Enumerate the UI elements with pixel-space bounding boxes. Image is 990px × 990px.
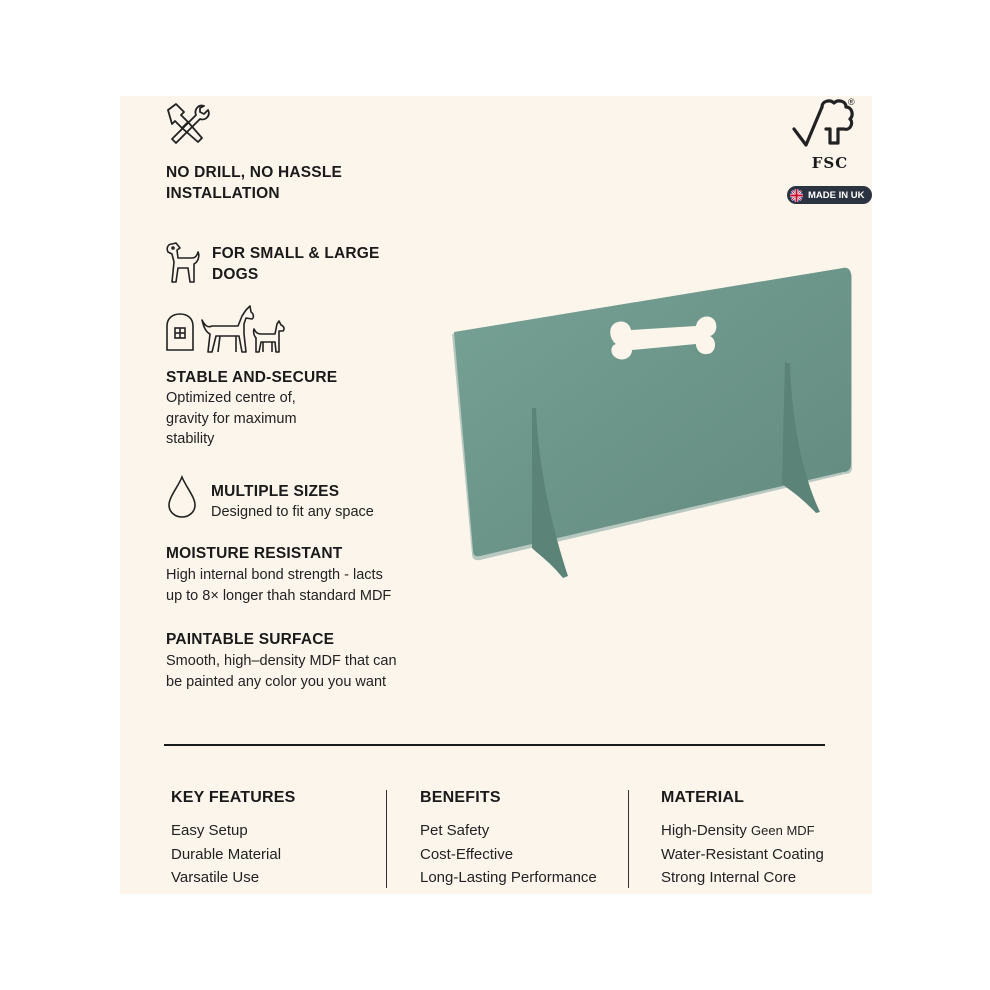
made-in-uk-badge: [787, 186, 872, 204]
water-drop-icon: [166, 475, 198, 519]
column-separator: [628, 790, 629, 888]
uk-flag-icon: [790, 189, 803, 202]
sizes-title: MULTIPLE SIZES: [211, 483, 340, 500]
hammer-wrench-icon: [162, 102, 212, 148]
list-item: Water-Resistant Coating: [661, 845, 824, 863]
paintable-desc: Smooth, high–density MDF that can be painted any color you you want: [166, 653, 397, 690]
list-item: Cost-Effective: [420, 845, 514, 863]
material-heading: MATERIAL: [661, 789, 745, 806]
stable-desc: Optimized centre of, gravity for maximum stability: [166, 390, 297, 447]
sizes-desc: Designed to fit any space: [211, 504, 374, 520]
stable-title: STABLE AND-SECURE: [166, 369, 338, 386]
column-separator: [386, 790, 387, 888]
list-item: High-Density Geen MDF: [661, 822, 815, 839]
benefits-heading: BENEFITS: [420, 789, 501, 806]
material-list: [661, 819, 824, 890]
registered-mark: ®: [848, 97, 855, 107]
door-icon: [164, 312, 196, 352]
paintable-title: PAINTABLE SURFACE: [166, 631, 335, 648]
key-features-list: [171, 819, 281, 890]
no-drill-title: NO DRILL, NO HASSLE INSTALLATION: [166, 164, 343, 202]
badge-text: MADE IN UK: [808, 189, 865, 201]
list-item: Varsatile Use: [171, 869, 260, 886]
list-item: Easy Setup: [171, 822, 248, 839]
list-item: Durable Material: [171, 845, 282, 863]
list-item: Long-Lasting Performance: [420, 869, 597, 886]
small-dog-icon: [251, 320, 287, 354]
fsc-label: FSC: [811, 154, 849, 172]
large-dog-icon: [200, 304, 256, 354]
moisture-desc: High internal bond strength - lacts up to 8× longer thah standard MDF: [166, 567, 392, 604]
moisture-title: MOISTURE RESISTANT: [166, 545, 343, 562]
list-item: Pet Safety: [420, 822, 490, 839]
key-features-heading: KEY FEATURES: [171, 789, 296, 806]
benefits-list: [420, 819, 597, 890]
bone-cutout-dog-gate-panel: [440, 262, 860, 582]
dog-icon: [164, 240, 202, 284]
list-item: Strong Internal Core: [661, 869, 797, 886]
dogs-title: FOR SMALL & LARGE DOGS: [212, 245, 380, 283]
section-divider: [164, 744, 825, 746]
